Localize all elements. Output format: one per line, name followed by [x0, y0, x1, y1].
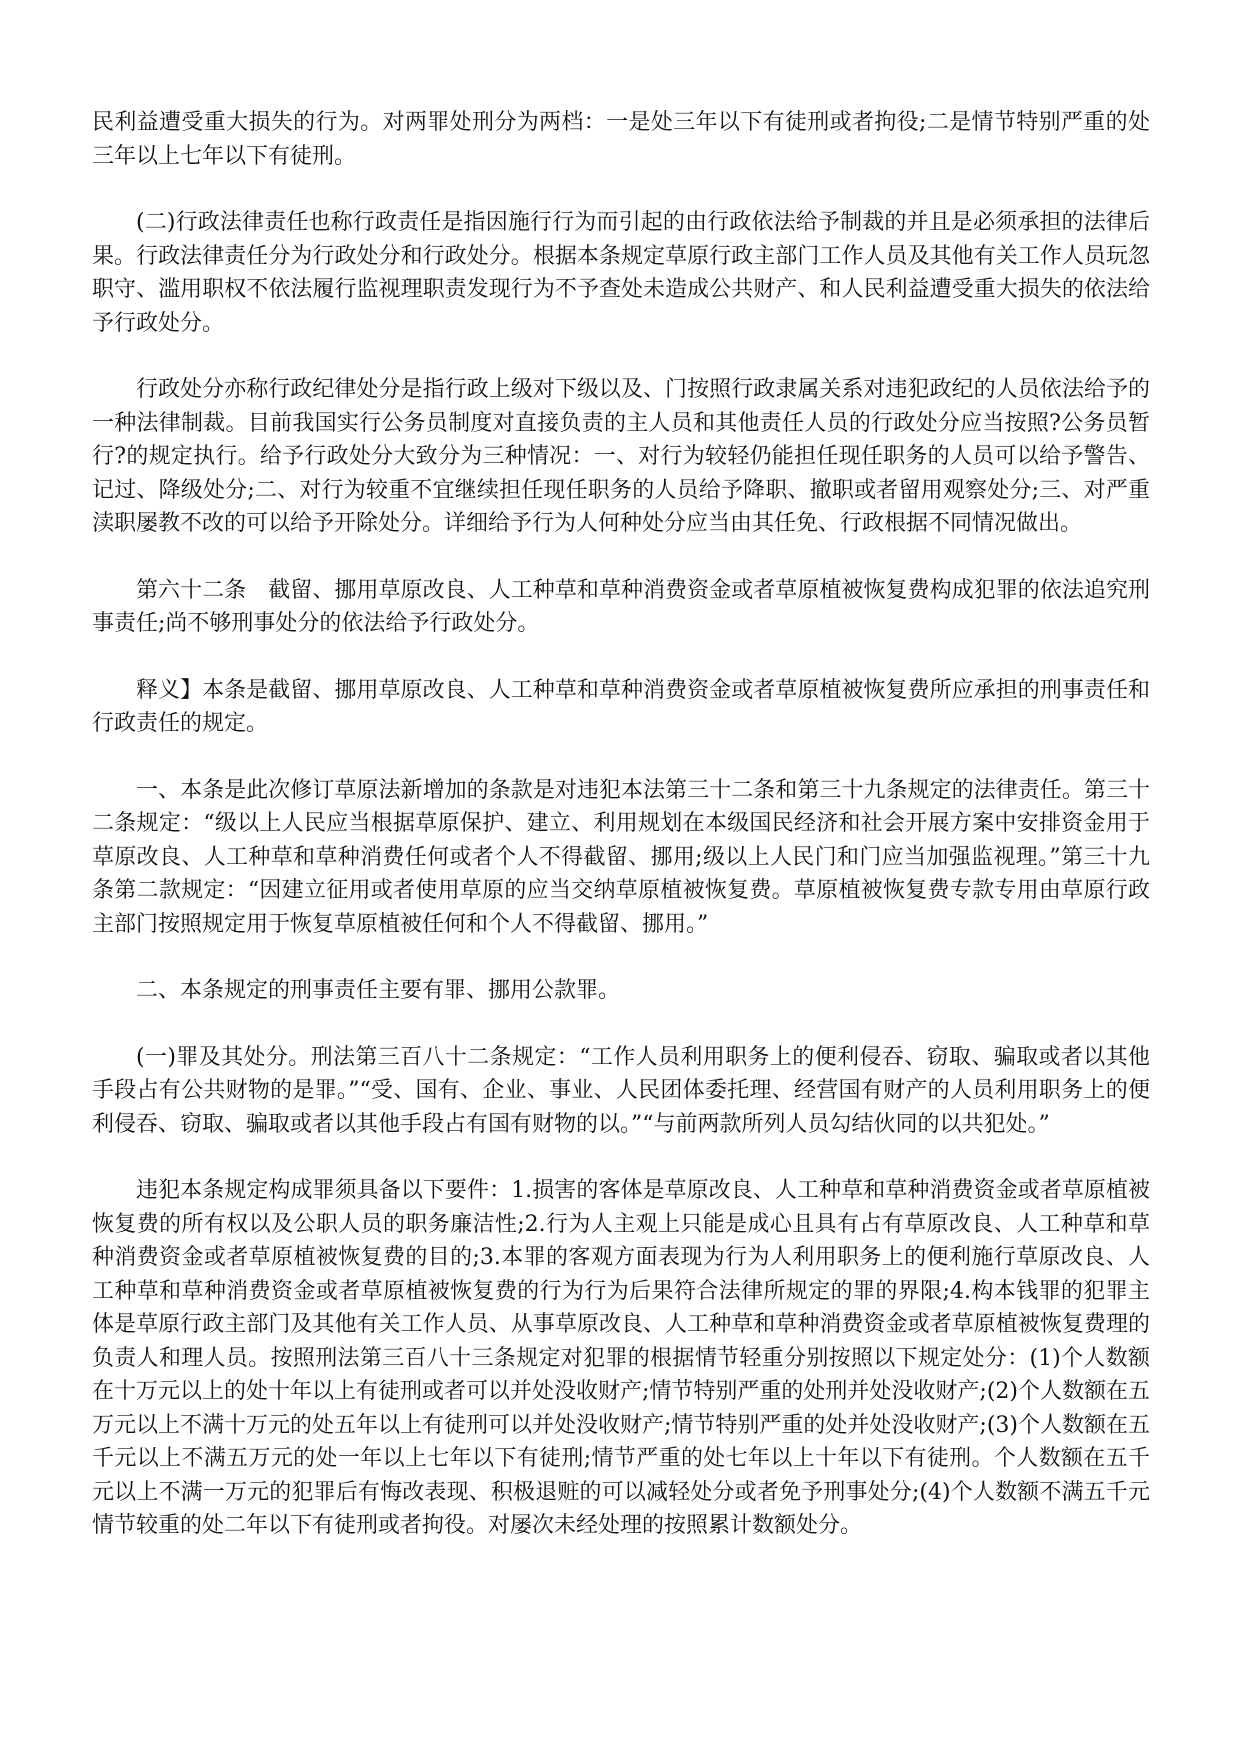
paragraph-administrative-liability: (二)行政法律责任也称行政责任是指因施行行为而引起的由行政依法给予制裁的并且是必须承担的法律后果。行政法律责任分为行政处分和行政处分。根据本条规定草原行政主部门工作人员及其他有关工作人员玩忽职守、滥用职权不依法履行监视理职责发现行为不予查处未造成公共财产、和人民利益遭受重大损失的依法给予行政处分。 — [92, 210, 1150, 336]
paragraph-interpretation: 释义】本条是截留、挪用草原改良、人工种草和草种消费资金或者草原植被恢复费所应承担的刑事责任和行政责任的规定。 — [92, 677, 1150, 736]
paragraph-elements-of-crime: 违犯本条规定构成罪须具备以下要件：1.损害的客体是草原改良、人工种草和草种消费资金或者草原植被恢复费的所有权以及公职人员的职务廉洁性;2.行为人主观上只能是成心且具有占有草原改良、人工种草和草种消费资金或者草原植被恢复费的目的;3.本罪的客观方面表现为行为人利用职务上的便利施行草原改良、人工种草和草种消费资金或者草原植被恢复费的行为行为后果符合法律所规定的罪的界限;4.构本钱罪的犯罪主体是草原行政主部门及其他有关工作人员、从事草原改良、人工种草和草种消费资金或者草原植被恢复费理的负责人和理人员。按照刑法第三百八十三条规定对犯罪的根据情节轻重分别按照以下规定处分：(1)个人数额在十万元以上的处十年以上有徒刑或者可以并处没收财产;情节特别严重的处刑并处没收财产;(2)个人数额在五万元以上不满十万元的处五年以上有徒刑可以并处没收财产;情节特别严重的处并处没收财产;(3)个人数额在五千元以上不满五万元的处一年以上七年以下有徒刑;情节严重的处七年以上十年以下有徒刑。个人数额在五千元以上不满一万元的犯罪后有悔改表现、积极退赃的可以减轻处分或者免予刑事处分;(4)个人数额不满五千元情节较重的处二年以下有徒刑或者拘役。对屡次未经处理的按照累计数额处分。 — [92, 1178, 1150, 1538]
paragraph-section-two: 二、本条规定的刑事责任主要有罪、挪用公款罪。 — [136, 978, 621, 1003]
paragraph-administrative-sanction: 行政处分亦称行政纪律处分是指行政上级对下级以及、门按照行政隶属关系对违犯政纪的人员依法给予的一种法律制裁。目前我国实行公务员制度对直接负责的主人员和其他责任人员的行政处分应当按照?公务员暂行?的规定执行。给予行政处分大致分为三种情况：一、对行为较轻仍能担任现任职务的人员可以给予警告、记过、降级处分;二、对行为较重不宜继续担任现任职务的人员给予降职、撤职或者留用观察处分;三、对严重渎职屡教不改的可以给予开除处分。详细给予行为人何种处分应当由其任免、行政根据不同情况做出。 — [92, 377, 1150, 536]
paragraph-crime-and-penalty: (一)罪及其处分。刑法第三百八十二条规定：“工作人员利用职务上的便利侵吞、窃取、骗取或者以其他手段占有公共财物的是罪。”“受、国有、企业、事业、人民团体委托理、经营国有财产的人员利用职务上的便利侵吞、窃取、骗取或者以其他手段占有国有财物的以。”“与前两款所列人员勾结伙同的以共犯处。” — [92, 1044, 1150, 1137]
paragraph-continuation: 民利益遭受重大损失的行为。对两罪处刑分为两档：一是处三年以下有徒刑或者拘役;二是情节特别严重的处三年以上七年以下有徒刑。 — [92, 110, 1150, 169]
document-body — [92, 106, 1150, 1543]
paragraph-article-62: 第六十二条 截留、挪用草原改良、人工种草和草种消费资金或者草原植被恢复费构成犯罪的依法追究刑事责任;尚不够刑事处分的依法给予行政处分。 — [92, 577, 1150, 636]
paragraph-section-one: 一、本条是此次修订草原法新增加的条款是对违犯本法第三十二条和第三十九条规定的法律责任。第三十二条规定：“级以上人民应当根据草原保护、建立、利用规划在本级国民经济和社会开展方案中安排资金用于草原改良、人工种草和草种消费任何或者个人不得截留、挪用;级以上人民门和门应当加强监视理。”第三十九条第二款规定：“因建立征用或者使用草原的应当交纳草原植被恢复费。草原植被恢复费专款专用由草原行政主部门按照规定用于恢复草原植被任何和个人不得截留、挪用。” — [92, 777, 1150, 937]
